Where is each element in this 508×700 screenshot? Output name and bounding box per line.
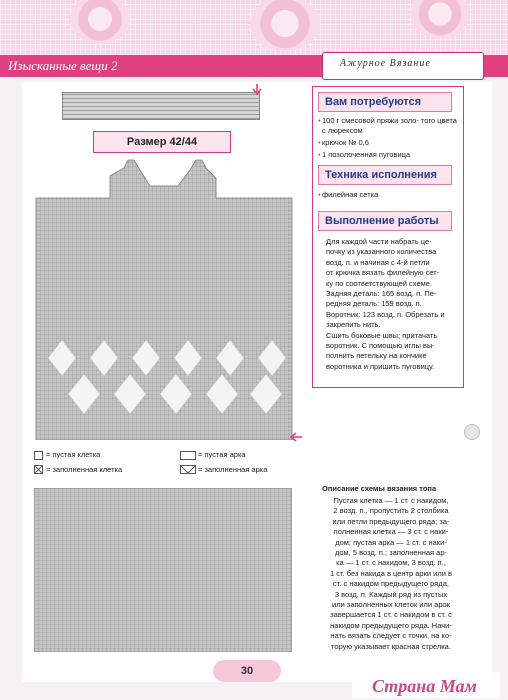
filled-cell-icon (34, 465, 43, 474)
empty-arch-icon (180, 451, 196, 460)
description-text: Пустая клетка — 1 ст. с накидом, 2 возд. п., пропустить 2 столбика или петли предыдущего ряда; за- полненная клетка — 3 ст. с наки- дом; пустая арка — 1 ст. с наки- дом, 5 возд. п.; заполненная ар- ка — 1 ст. с накидом, 3 возд. п., 1 ст. без накида в центр арки или в ст. с накидом предыдущего ряда, 3 возд. п. Каждый ряд из пустых или заполненных клеток или арок завершается 1 ст. с накидом в ст. с накидом предыдущего ряда. Начи- нать вязать следует с точки, на ко- торую указывает красная стрелка. (330, 496, 452, 651)
materials-item: • крючок № 0,6 (322, 138, 457, 148)
legend-label: = заполненная клетка (46, 465, 123, 474)
size-label: Размер 42/44 (93, 131, 231, 153)
start-arrow-icon (252, 84, 262, 96)
description-title: Описание схемы вязания топа (322, 484, 437, 493)
legend-label: = пустая арка (198, 450, 246, 459)
page-number: 30 (213, 660, 281, 682)
empty-cell-icon (34, 451, 43, 460)
materials-item: • 100 г смесовой пряжи золо- того цвета с люрексом (322, 116, 457, 136)
header-right-title: Ажурное Вязание (340, 58, 431, 69)
binder-hole (464, 424, 480, 440)
legend-label: = пустая клетка (46, 450, 101, 459)
materials-item: • 1 позолоченная пуговица (322, 150, 457, 160)
technique-heading: Техника исполнения (318, 165, 452, 185)
legend-label: = заполненная арка (198, 465, 268, 474)
work-heading: Выполнение работы (318, 211, 452, 231)
header-left-title: Изысканные вещи 2 (8, 58, 118, 73)
watermark-logo: Страна Мам (372, 676, 477, 696)
technique-item: • филейная сетка (322, 190, 457, 200)
collar-chart (62, 92, 260, 120)
materials-heading: Вам потребуются (318, 92, 452, 112)
work-instructions: Для каждой части набрать це- почку из указанного количества возд. п. и начиная с 4-й петли от крючка вязать филейную сет- ку по соответствующей схеме. Задняя деталь: 165 возд. п. Пе- редняя деталь: 159 возд. п. Воротник: 123 возд. п. Обрезать и закрепить нить. Сшить боковые швы; притачать воротник. С помощью иглы вы- полнить петельку на кончике воротника и пришить пуговицу. (326, 237, 445, 371)
top-back-chart (34, 488, 292, 652)
filled-arch-icon (180, 465, 196, 474)
start-arrow-icon (290, 432, 302, 442)
top-front-chart (28, 158, 296, 440)
